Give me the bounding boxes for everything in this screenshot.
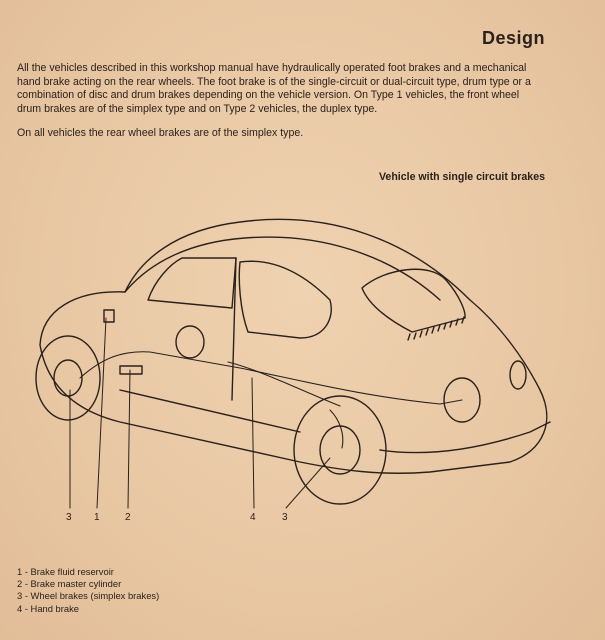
callout-wheel-brake-front: 3 [66,512,72,523]
master-cylinder [120,366,142,374]
leader-1 [97,318,106,508]
page-title: Design [481,28,545,48]
windshield-outline [148,258,236,308]
legend-item: 1 - Brake fluid reservoir [17,566,114,577]
leader-4 [252,378,254,508]
rear-brakes-paragraph: On all vehicles the rear wheel brakes are of the simplex type. [17,127,304,139]
rocker-line [120,390,300,432]
roof-line [125,237,440,300]
leader-2 [128,370,130,508]
legend-item: 2 - Brake master cylinder [17,578,122,590]
intro-paragraph: All the vehicles described in this workshop manual have hydraulically operated foot brakes and a mechanical hand brake acting on the rear wheels. The foot brake is of the single-circuit or dual-circuit type, drum type or a combination of disc and drum brakes depending on the vehicle version. On Type 1 vehicles, the front wheel drum brakes are of the simplex type and on Type 2 vehicles, the duplex type. [17,62,531,115]
tail-light [510,361,526,389]
figure-legend [17,566,159,615]
legend-item: 4 - Hand brake [17,602,80,614]
callout-fluid-reservoir: 1 [94,512,100,523]
callout-wheel-brake-rear: 3 [282,512,288,523]
rear-bumper [380,422,550,453]
figure-caption: Vehicle with single circuit brakes [378,171,545,183]
side-window-outline [239,261,331,338]
callout-hand-brake: 4 [250,512,256,523]
brake-line-rear [330,410,343,448]
front-drum [54,360,82,396]
car-body-outline [40,219,547,473]
brake-line-main [80,352,462,404]
far-front-drum [176,326,204,358]
callout-master-cylinder: 2 [125,512,131,523]
rear-drum [320,426,360,474]
rear-wheel [294,396,386,504]
front-wheel [36,336,100,420]
car-brake-diagram [0,200,605,530]
legend-item: 3 - Wheel brakes (simplex brakes) [17,590,160,602]
